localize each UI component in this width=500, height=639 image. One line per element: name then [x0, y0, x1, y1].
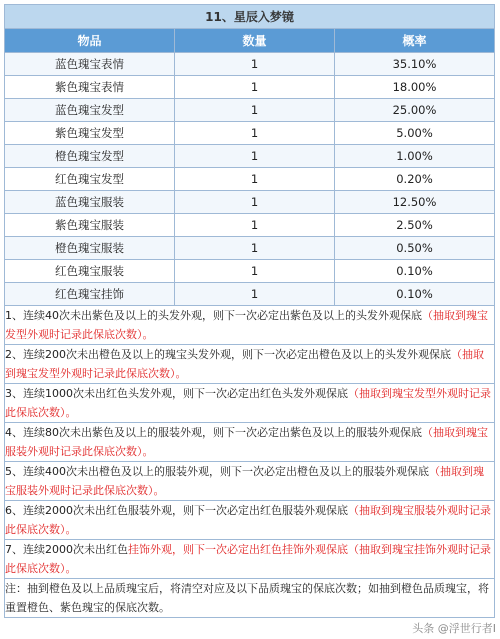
quantity-cell: 1	[175, 283, 335, 306]
table-row	[5, 260, 495, 283]
note-text: 5、连续400次未出橙色及以上的服装外观，则下一次必定出橙色及以上的服装外观保底	[5, 465, 429, 478]
note-row	[5, 501, 495, 540]
rate-cell: 25.00%	[335, 99, 495, 122]
quantity-cell: 1	[175, 53, 335, 76]
table-row	[5, 237, 495, 260]
item-name-cell: 橙色瑰宝服装	[5, 237, 175, 260]
table-row	[5, 145, 495, 168]
note-text: 3、连续1000次未出红色头发外观，则下一次必定出红色头发外观保底	[5, 387, 348, 400]
note-cell	[5, 501, 495, 540]
quantity-cell: 1	[175, 191, 335, 214]
rate-cell: 0.20%	[335, 168, 495, 191]
item-name-cell: 橙色瑰宝发型	[5, 145, 175, 168]
note-cell	[5, 540, 495, 579]
table-row	[5, 122, 495, 145]
item-name-cell: 紫色瑰宝发型	[5, 122, 175, 145]
note-highlight: （抽取到瑰宝发型外观时记录此保底次数）。	[5, 348, 484, 380]
note-row	[5, 462, 495, 501]
note-text: 2、连续200次未出橙色及以上的瑰宝头发外观，则下一次必定出橙色及以上的头发外观保底	[5, 348, 451, 361]
drop-rate-document	[4, 4, 494, 618]
note-text: 1、连续40次未出紫色及以上的头发外观，则下一次必定出紫色及以上的头发外观保底	[5, 309, 422, 322]
watermark-text: 头条 @浮世行者I	[412, 622, 496, 635]
footnote-row	[5, 579, 495, 618]
table-row	[5, 214, 495, 237]
item-name-cell: 红色瑰宝挂饰	[5, 283, 175, 306]
note-cell	[5, 345, 495, 384]
quantity-cell: 1	[175, 168, 335, 191]
note-highlight: （抽取到瑰宝服装外观时记录此保底次数）。	[5, 504, 491, 536]
note-highlight: 挂饰外观，则下一次必定出红色挂饰外观保底（抽取到瑰宝挂饰外观时记录此保底次数）。	[5, 543, 491, 575]
quantity-cell: 1	[175, 145, 335, 168]
note-highlight: （抽取到瑰宝服装外观时记录此保底次数）。	[5, 426, 488, 458]
rate-cell: 0.10%	[335, 283, 495, 306]
table-title: 11、星辰入梦镜	[5, 5, 495, 29]
item-name-cell: 蓝色瑰宝发型	[5, 99, 175, 122]
column-header-rate: 概率	[335, 29, 495, 53]
item-name-cell: 紫色瑰宝表情	[5, 76, 175, 99]
quantity-cell: 1	[175, 99, 335, 122]
item-name-cell: 紫色瑰宝服装	[5, 214, 175, 237]
note-text: 6、连续2000次未出红色服装外观，则下一次必定出红色服装外观保底	[5, 504, 348, 517]
note-row	[5, 540, 495, 579]
item-name-cell: 红色瑰宝服装	[5, 260, 175, 283]
note-highlight: （抽取到瑰宝发型外观时记录此保底次数）。	[5, 387, 491, 419]
table-row	[5, 191, 495, 214]
note-highlight: （抽取到瑰宝发型外观时记录此保底次数）。	[5, 309, 488, 341]
note-highlight: （抽取到瑰宝服装外观时记录此保底次数）。	[5, 465, 484, 497]
table-row	[5, 76, 495, 99]
note-text: 4、连续80次未出紫色及以上的服装外观，则下一次必定出紫色及以上的服装外观保底	[5, 426, 422, 439]
rate-cell: 18.00%	[335, 76, 495, 99]
drop-rate-table	[4, 4, 495, 618]
table-row	[5, 168, 495, 191]
quantity-cell: 1	[175, 237, 335, 260]
table-row	[5, 53, 495, 76]
table-row	[5, 283, 495, 306]
note-row	[5, 423, 495, 462]
column-header-item: 物品	[5, 29, 175, 53]
quantity-cell: 1	[175, 260, 335, 283]
rate-cell: 0.50%	[335, 237, 495, 260]
table-row	[5, 99, 495, 122]
note-cell	[5, 423, 495, 462]
footnote: 注：抽到橙色及以上品质瑰宝后，将清空对应及以下品质瑰宝的保底次数；如抽到橙色品质瑰宝，将重置橙色、紫色瑰宝的保底次数。	[5, 579, 495, 618]
note-row	[5, 384, 495, 423]
note-cell	[5, 384, 495, 423]
quantity-cell: 1	[175, 76, 335, 99]
rate-cell: 5.00%	[335, 122, 495, 145]
item-name-cell: 红色瑰宝发型	[5, 168, 175, 191]
table-header-row	[5, 29, 495, 53]
quantity-cell: 1	[175, 122, 335, 145]
quantity-cell: 1	[175, 214, 335, 237]
item-name-cell: 蓝色瑰宝表情	[5, 53, 175, 76]
note-row	[5, 306, 495, 345]
column-header-quantity: 数量	[175, 29, 335, 53]
rate-cell: 35.10%	[335, 53, 495, 76]
item-name-cell: 蓝色瑰宝服装	[5, 191, 175, 214]
rate-cell: 12.50%	[335, 191, 495, 214]
rate-cell: 0.10%	[335, 260, 495, 283]
rate-cell: 1.00%	[335, 145, 495, 168]
note-text: 7、连续2000次未出红色	[5, 543, 128, 556]
note-row	[5, 345, 495, 384]
note-cell	[5, 462, 495, 501]
note-cell	[5, 306, 495, 345]
rate-cell: 2.50%	[335, 214, 495, 237]
